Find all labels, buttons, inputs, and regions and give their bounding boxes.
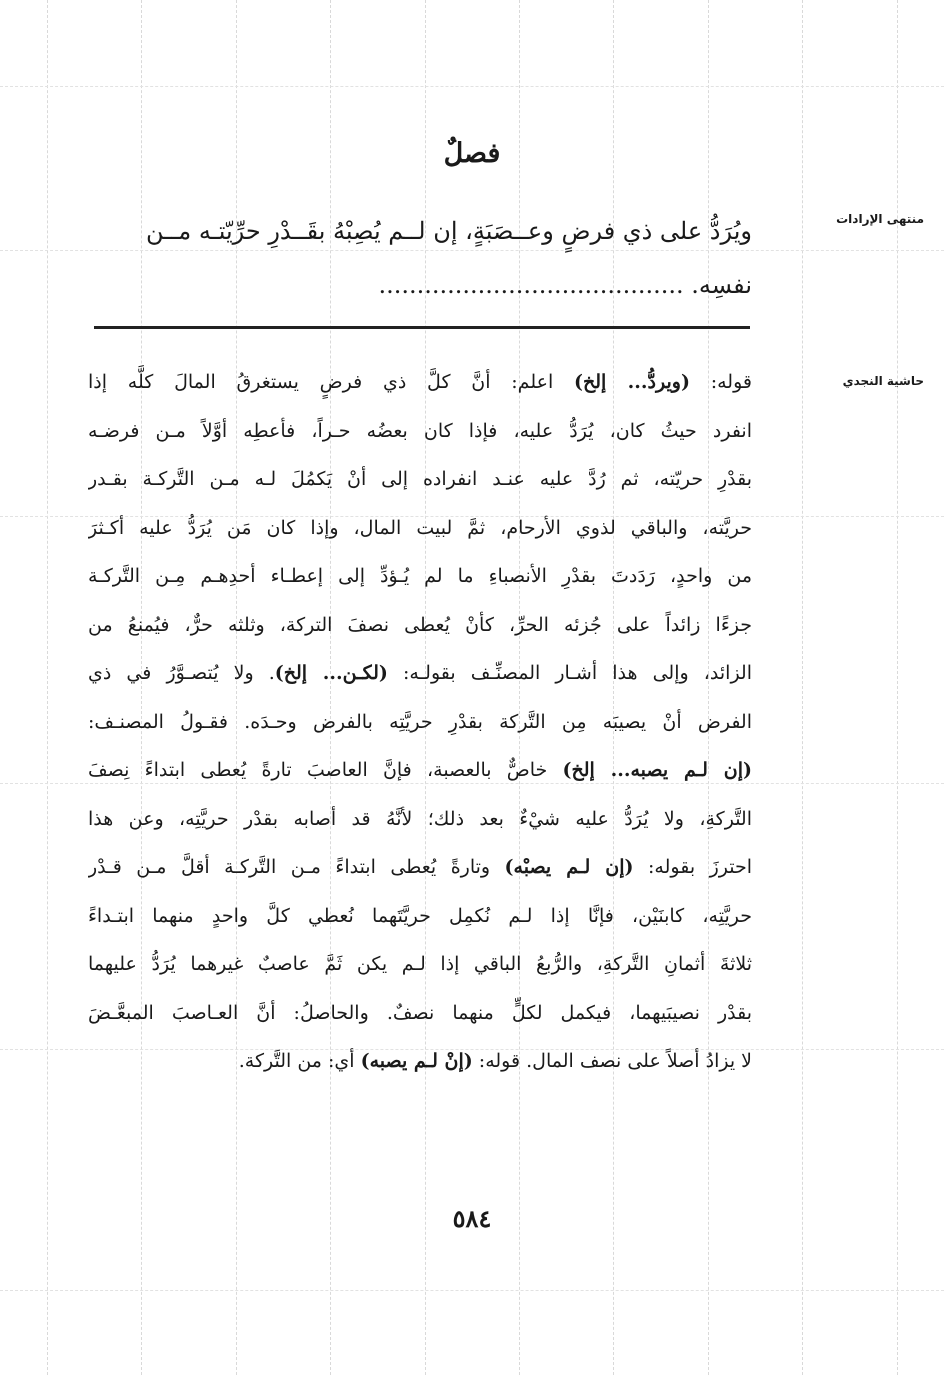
line-text: بقدْر نصيبَيهما، فيكمل لكلٍّ منهما نصفٌ. والحاصلُ: أنَّ العـاصبَ المبعَّـضَ <box>88 1001 752 1024</box>
scan-guide-line <box>802 0 803 1375</box>
line-text: حريَّته، والباقي لذوي الأرحام، ثمَّ لبيت المال، وإذا كان مَن يُرَدُّ عليه أكـثرَ <box>88 516 752 539</box>
section-title: فصلٌ <box>443 138 501 169</box>
commentary-line <box>88 358 752 407</box>
quoted-phrase: (ويردُّ... إلخ) <box>574 371 690 393</box>
side-label-najdi: حاشية النجدي <box>842 374 924 388</box>
quoted-phrase: (إنْ لـم يصبه) <box>360 1050 473 1072</box>
line-text: اعلم: أنَّ كلَّ ذي فرضٍ يستغرقُ المالَ كلَّه إذا <box>88 371 575 393</box>
commentary-line <box>88 552 752 601</box>
matn-line: نفسِه. ........................................ <box>378 271 752 299</box>
commentary-line <box>88 940 752 989</box>
commentary-line <box>88 746 752 795</box>
scan-guide-line <box>47 0 48 1375</box>
scan-guide-line <box>0 1290 944 1291</box>
side-label-muntaha: منتهى الإرادات <box>836 212 924 226</box>
matn-line: ويُرَدُّ على ذي فرضٍ وعــصَبَةٍ، إن لــم يُصِبْهُ بقَــدْرِ حرِّيّتـه مــن <box>146 217 752 245</box>
line-text: . ولا يُتصـوَّرُ في ذي <box>88 662 275 684</box>
scan-guide-line <box>0 86 944 87</box>
commentary-line <box>88 843 752 892</box>
quoted-phrase: (لكـن... إلخ) <box>274 662 388 684</box>
line-text: انفرد حيثُ كان، يُرَدُّ عليه، فإذا كان بعضُه حـراً، فأعطِه أوَّلاً مـن فرضـه <box>88 419 752 442</box>
commentary-line <box>88 407 752 456</box>
quoted-phrase: (إن لـم يصبه... إلخ) <box>562 759 752 781</box>
line-text: حريَّتِه، كابنَيْن، فإنَّا إذا لـم نُكمِل حريَّتَهما نُعطي كلَّ واحدٍ منهما ابتـداءً <box>88 904 752 927</box>
commentary-line <box>88 892 752 941</box>
line-text: جزءًا زائداً على جُزئه الحرِّ، كأنْ يُعطى نصفَ التركة، وثلثه حرٌّ، فيُمنعُ من <box>88 613 752 636</box>
commentary-line <box>88 649 752 698</box>
line-text: من واحدٍ، رَدَدتَ بقدْرِ الأنصباءِ ما لم يُـؤدِّ إلى إعطـاء أحدِهـم مِـن التَّركـة <box>88 565 752 587</box>
line-text: وتارةً يُعطى ابتداءً مـن التَّركـة أقلَّ مـن قـدْر <box>88 856 505 878</box>
commentary-line <box>88 601 752 650</box>
line-text: الزائد، وإلى هذا أشـار المصنِّـف بقولـه: <box>387 662 752 684</box>
commentary-line <box>88 989 752 1038</box>
line-text: لا يزادُ أصلاً على نصف المال. قوله: <box>472 1050 752 1072</box>
commentary-text <box>88 358 752 1086</box>
line-text: أي: من التَّركة. <box>238 1050 361 1072</box>
line-text: خاصٌّ بالعصبة، فإنَّ العاصبَ تارةً يُعطى ابتداءً نِصفَ <box>88 759 563 781</box>
line-text: قوله: <box>689 371 752 393</box>
page-number: ٥٨٤ <box>452 1204 492 1233</box>
scan-guide-line <box>897 0 898 1375</box>
commentary-line <box>88 455 752 504</box>
commentary-line <box>88 504 752 553</box>
quoted-phrase: (إن لـم يصبْه) <box>504 856 634 878</box>
line-text: بقدْرِ حريّته، ثم رُدَّ عليه عنـد انفراده إلى أنْ يَكمُلَ لـه مـن التَّركـة بقـدر <box>88 468 752 490</box>
line-text: احترزَ بقوله: <box>633 856 752 878</box>
line-text: الفرض أنْ يصيبَه مِن التَّركة بقدْرِ حريَّتِه بالفرض وحـدَه. فقـولُ المصنـف: <box>88 710 752 733</box>
line-text: ثلاثةَ أثمانِ التَّركةِ، والرُّبعُ الباقي إذا لـم يكن ثَمَّ عاصبٌ غيرهما يُرَدُّ عليهما <box>88 953 752 975</box>
line-text: التَّركةِ، ولا يُرَدُّ عليه شيْءٌ بعد ذلك؛ لأنَّهُ قد أصابه بقدْر حريَّتِه، وعن هذا <box>88 807 752 830</box>
separator-line <box>94 326 750 329</box>
matn-text <box>88 204 752 312</box>
commentary-line <box>88 795 752 844</box>
commentary-line <box>88 698 752 747</box>
commentary-line <box>88 1037 752 1086</box>
